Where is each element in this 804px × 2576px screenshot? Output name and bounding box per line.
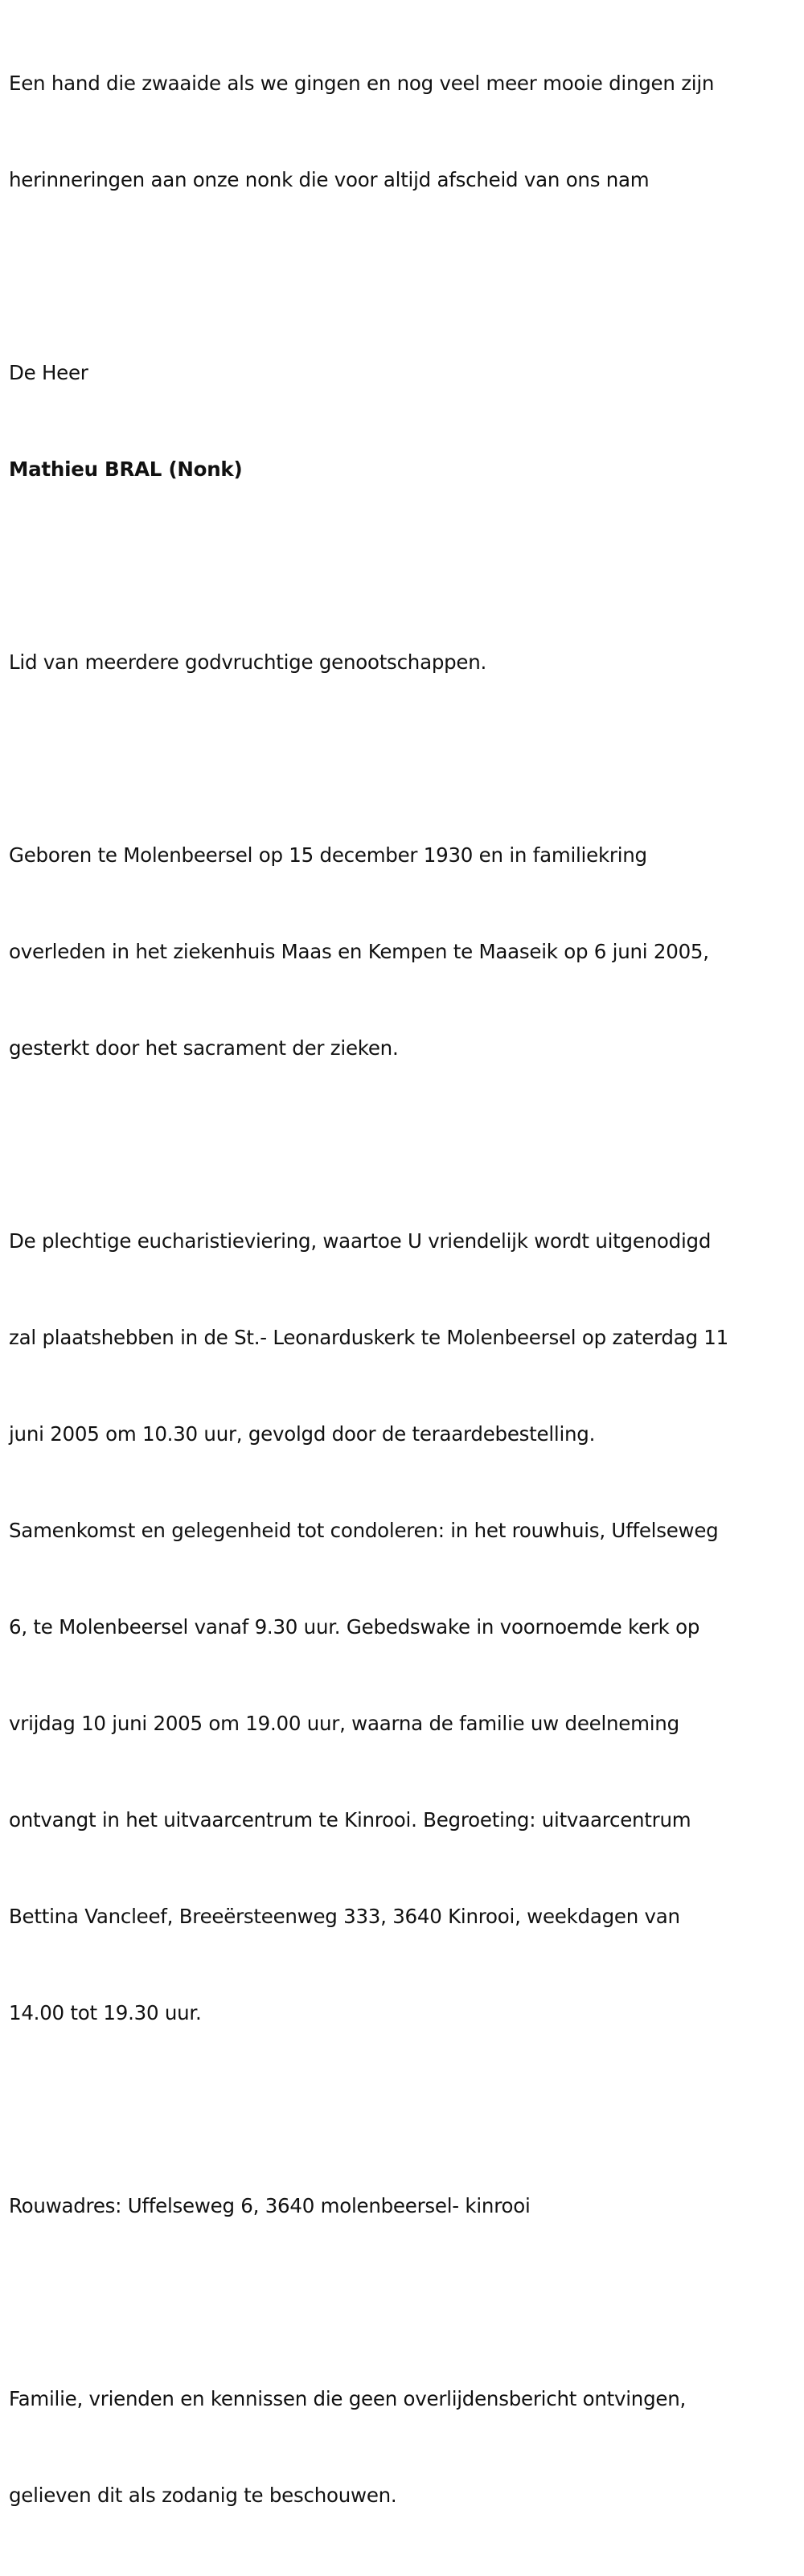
ceremony-line-7: ontvangt in het uitvaarcentrum te Kinrooi. Begroeting: uitvaarcentrum [9,1808,691,1832]
ceremony-line-2: zal plaatshebben in de St.- Leonarduskerk te Molenbeersel op zaterdag 11 [9,1326,728,1349]
ceremony-line-6: vrijdag 10 juni 2005 om 19.00 uur, waarna de familie uw deelneming [9,1712,679,1735]
intro-line-1: Een hand die zwaaide als we gingen en nog veel meer mooie dingen zijn [9,72,715,95]
deceased-block [9,293,796,550]
closing-line-2: gelieven dit als zodanig te beschouwen. [9,2484,397,2507]
deceased-name: Mathieu BRAL (Nonk) [9,457,243,481]
birth-death-line-1: Geboren te Molenbeersel op 15 december 1930 en in familiekring [9,843,647,867]
closing-line-1: Familie, vrienden en kennissen die geen overlijdensbericht ontvingen, [9,2387,687,2410]
ceremony-line-4: Samenkomst en gelegenheid tot condoleren: in het rouwhuis, Uffelseweg [9,1519,719,1542]
ceremony-line-8: Bettina Vancleef, Breeërsteenweg 333, 3640 Kinrooi, weekdagen van [9,1905,680,1928]
birth-death-line-2: overleden in het ziekenhuis Maas en Kempen te Maaseik op 6 juni 2005, [9,940,709,963]
closing-paragraph [9,2319,796,2576]
ceremony-paragraph [9,1161,796,2094]
intro-line-2: herinneringen aan onze nonk die voor altijd afscheid van ons nam [9,168,650,191]
ceremony-line-9: 14.00 tot 19.30 uur. [9,2001,202,2024]
membership-text: Lid van meerdere godvruchtige genootschappen. [9,650,487,674]
address-paragraph [9,2126,796,2287]
birth-death-paragraph [9,775,796,1129]
birth-death-line-3: gesterkt door het sacrament der zieken. [9,1036,399,1060]
deceased-title: De Heer [9,361,88,384]
membership-paragraph [9,582,796,743]
intro-paragraph [9,3,796,260]
ceremony-line-1: De plechtige eucharistieviering, waartoe U vriendelijk wordt uitgenodigd [9,1229,712,1253]
ceremony-line-5: 6, te Molenbeersel vanaf 9.30 uur. Gebedswake in voornoemde kerk op [9,1615,700,1639]
ceremony-line-3: juni 2005 om 10.30 uur, gevolgd door de teraardebestelling. [9,1422,596,1446]
mourning-address: Rouwadres: Uffelseweg 6, 3640 molenbeersel- kinrooi [9,2194,531,2217]
